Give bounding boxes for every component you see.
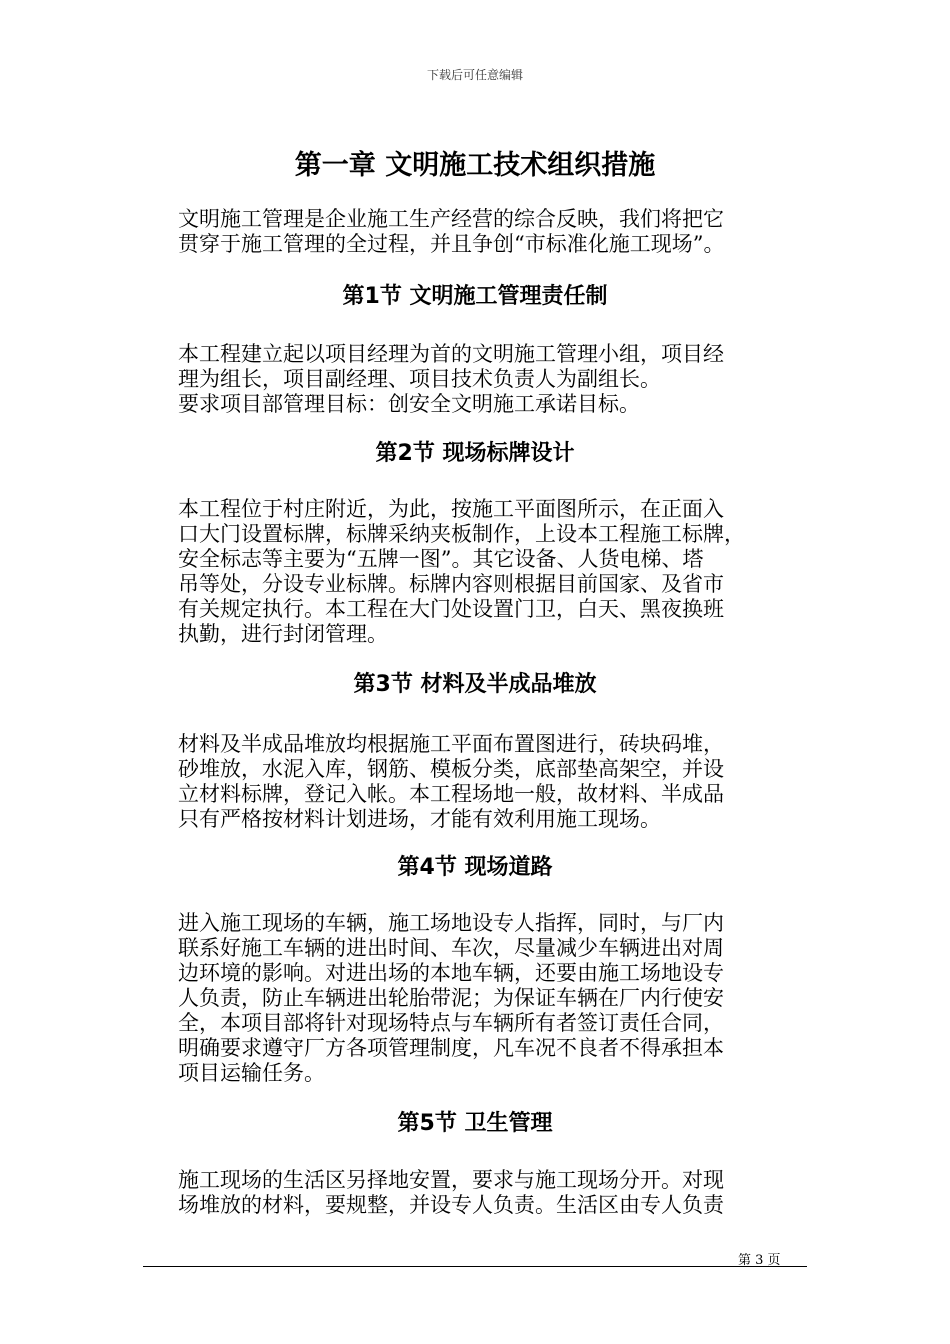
section-4-body: 进入施工现场的车辆，施工场地设专人指挥，同时，与厂内 联系好施工车辆的进出时间、车次，尽量减少车辆进出对周 边环境的影响。对进出场的本地车辆，还要由施工场地设专 人负责，防止车辆进出轮胎带泥；为保证车辆在厂内行使安 全，本项目部将针对现场特点与车辆所有者签订责任合同， 明确要求遵守厂方各项管理制度，凡车况不良者不得承担本 项目运输任务。	[178, 911, 724, 1085]
header-note: 下载后可任意编辑	[426, 68, 523, 82]
footer-rule	[143, 1266, 807, 1267]
section-2-body: 本工程位于村庄附近，为此，按施工平面图所示，在正面入 口大门设置标牌，标牌采纳夹板制作，上设本工程施工标牌， 安全标志等主要为“五牌一图”。其它设备、人货电梯、塔 吊等处，分设专业标牌。标牌内容则根据目前国家、及省市 有关规定执行。本工程在大门处设置门卫，白天、黑夜换班 执勤，进行封闭管理。	[178, 497, 745, 646]
section-3-title: 第3节 材料及半成品堆放	[353, 672, 597, 697]
page-number: 第 3 页	[738, 1253, 781, 1268]
section-4-title: 第4节 现场道路	[397, 855, 553, 880]
section-5-title: 第5节 卫生管理	[397, 1111, 553, 1136]
section-1-body: 本工程建立起以项目经理为首的文明施工管理小组，项目经 理为组长，项目副经理、项目技术负责人为副组长。 要求项目部管理目标：创安全文明施工承诺目标。	[178, 342, 724, 416]
section-1-title: 第1节 文明施工管理责任制	[342, 284, 608, 309]
section-3-body: 材料及半成品堆放均根据施工平面布置图进行，砖块码堆， 砂堆放，水泥入库，钢筋、模板分类，底部垫高架空，并设 立材料标牌，登记入帐。本工程场地一般，故材料、半成品 只有严格按材料计划进场，才能有效利用施工现场。	[178, 732, 724, 831]
section-2-title: 第2节 现场标牌设计	[375, 441, 575, 466]
intro-paragraph: 文明施工管理是企业施工生产经营的综合反映，我们将把它 贯穿于施工管理的全过程，并且争创“市标准化施工现场”。	[178, 207, 725, 256]
chapter-title: 第一章 文明施工技术组织措施	[294, 150, 656, 181]
section-5-body: 施工现场的生活区另择地安置，要求与施工现场分开。对现 场堆放的材料，要规整，并设专人负责。生活区由专人负责	[178, 1168, 724, 1217]
